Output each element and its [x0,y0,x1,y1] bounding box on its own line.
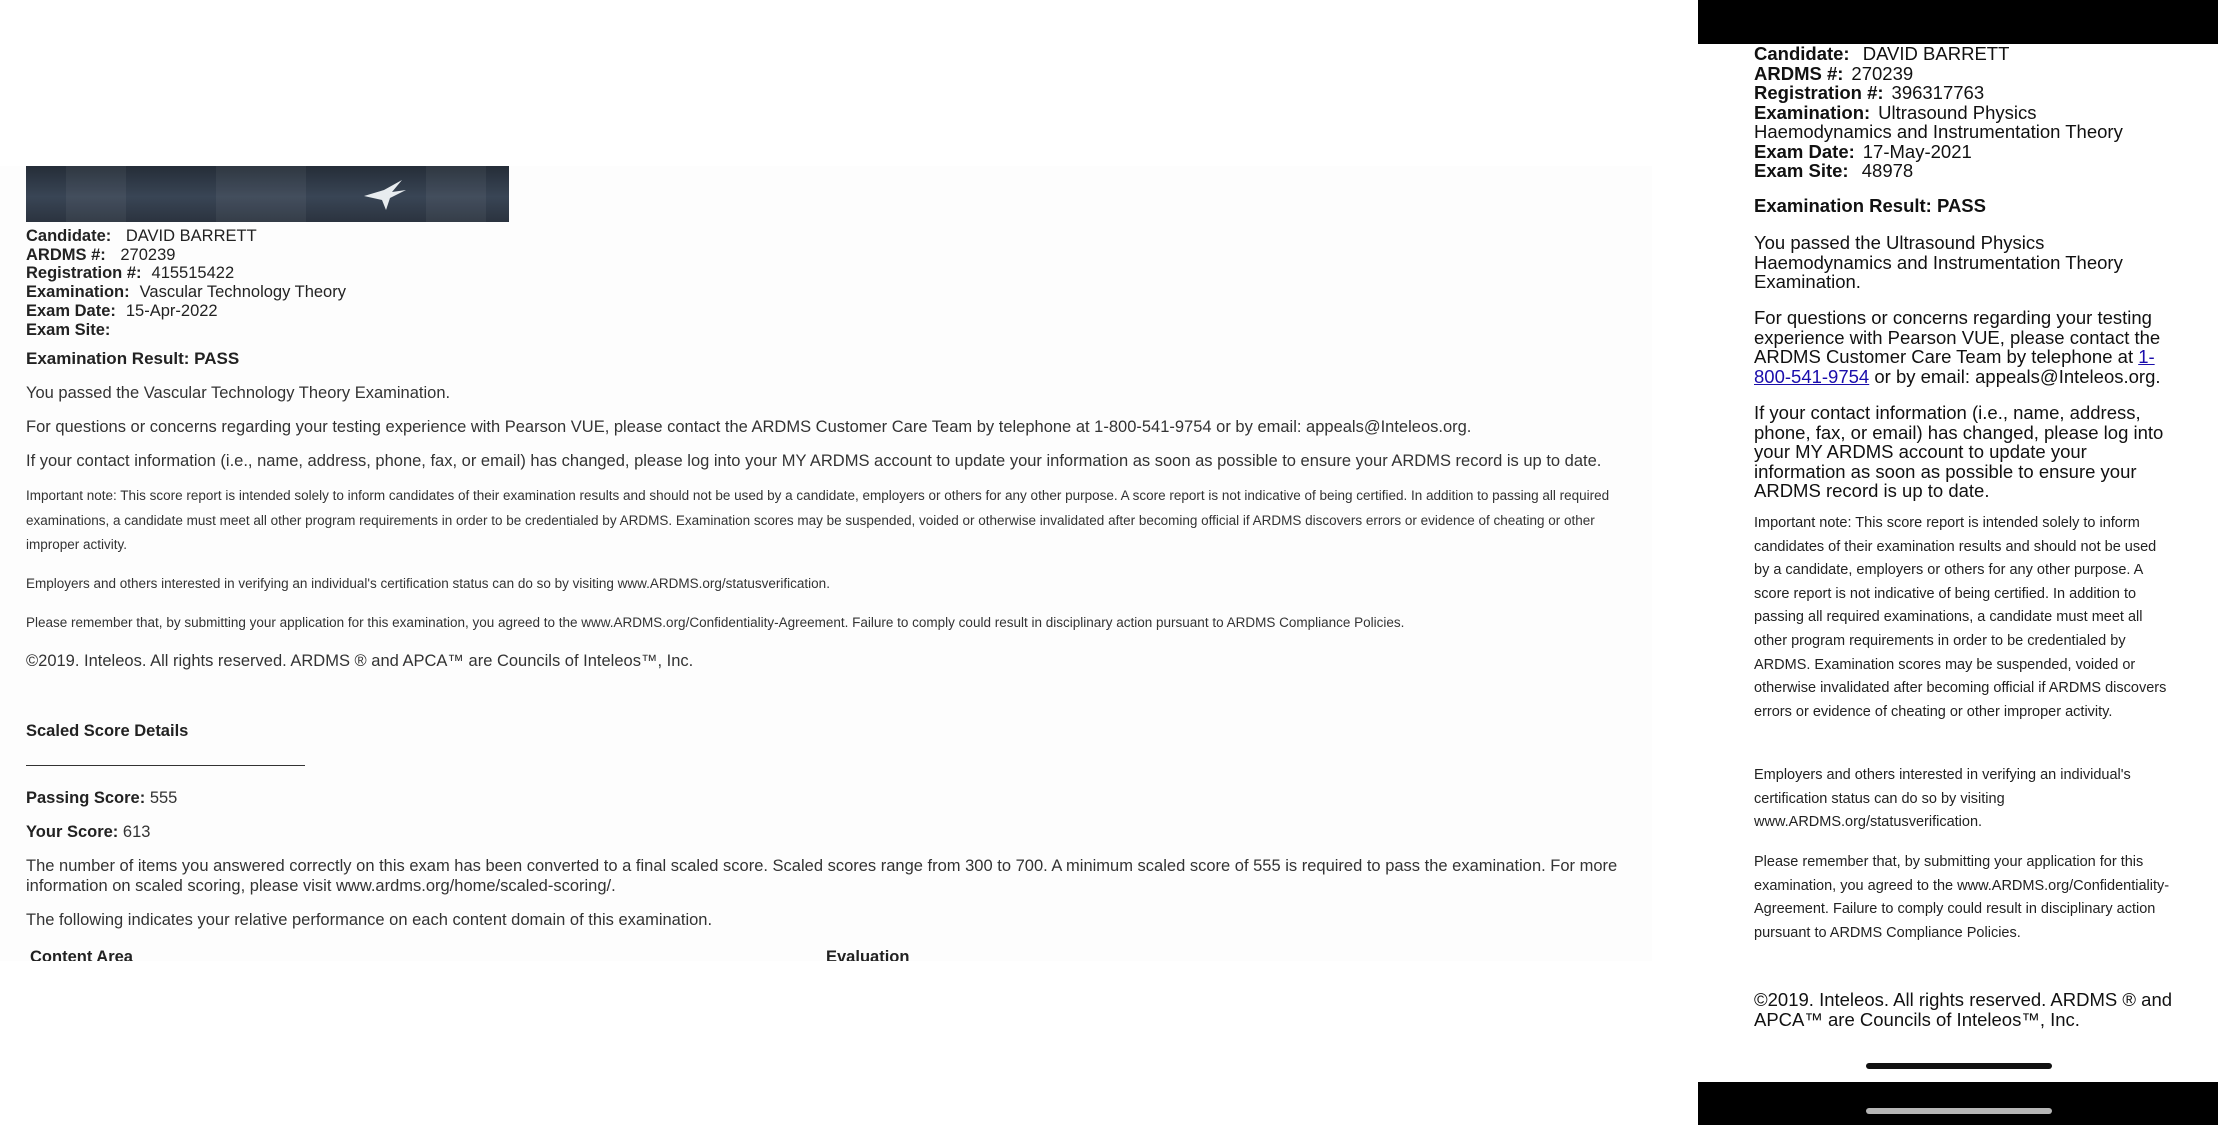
content-area-column: Content Area [30,948,133,961]
examination-name: Vascular Technology Theory [139,283,346,302]
phone-registration-label: Registration #: [1754,82,1884,103]
important-note: Important note: This score report is intended solely to inform candidates of their examination results and should not be used by a candidate, employers or others for any other purpose. A score report is not indicative of being certified. In addition to passing all required examinations, a candidate must meet all other program requirements in order to be credentialed by ARDMS. Examination scores may be suspended, voided or otherwise invalidated after becoming official if ARDMS discovers errors or evidence of cheating or other improper activity. [26,488,1610,553]
relative-performance-text: The following indicates your relative performance on each content domain of this examination. [26,911,713,929]
phone-employers-text: Employers and others interested in verifying an individual's certification status can do so by visiting www.ARDMS.org/statusverification. [1754,767,2131,831]
phone-exam-site-label: Exam Site: [1754,160,1849,181]
phone-exam-date-label: Exam Date: [1754,140,1855,162]
brand-logo-icon [362,176,412,212]
phone-registration-number: 396317763 [1891,82,1985,103]
phone-exam-site: 48978 [1861,160,1914,181]
your-score: 613 [122,823,151,841]
passing-score-label: Passing Score: [26,789,146,807]
heading-underline [26,765,305,766]
candidate-label: Candidate: [26,227,112,245]
content-table-header [0,948,1000,961]
phone-questions-text [1754,308,2174,386]
scaled-score-heading: Scaled Score Details [26,722,189,740]
phone-questions-pre: For questions or concerns regarding your testing experience with Pearson VUE, please contact the ARDMS Customer Care Team by telephone at [1754,307,2161,367]
exam-date-label: Exam Date: [26,301,116,320]
phone-passed-text: You passed the Ultrasound Physics Haemodynamics and Instrumentation Theory Examination. [1754,232,2123,292]
phone-ardms-number: 270239 [1851,62,1914,84]
phone-candidate-name: DAVID BARRETT [1862,43,2010,64]
phone-important-note: Important note: This score report is intended solely to inform candidates of their examination results and should not be used by a candidate, employers or others for any other purpose. A score report is not indicative of being certified. In addition to passing all required examinations, a candidate must meet all other program requirements in order to be credentialed by ARDMS. Examination scores may be suspended, voided or otherwise invalidated after becoming official if ARDMS discovers errors or evidence of cheating or other improper activity. [1754,515,2167,720]
phone-bottom-bar [1698,1082,2218,1125]
candidate-info [26,227,926,339]
phone-ardms-label: ARDMS #: [1754,62,1844,84]
your-score-row [26,822,1626,842]
home-indicator[interactable] [1866,1063,2052,1069]
desktop-score-report [0,166,1652,961]
passed-text: You passed the Vascular Technology Theory Examination. [26,384,451,402]
phone-examination-line1: Ultrasound Physics [1878,101,2037,123]
phone-number-link[interactable]: 1-800-541-9754 [1754,346,2155,387]
phone-status-bar [1698,0,2218,44]
examination-label: Examination: [26,283,130,302]
exam-result: Examination Result: PASS [26,349,240,368]
phone-copyright: ©2019. Inteleos. All rights reserved. ARDMS ® and APCA™ are Councils of Inteleos™, Inc. [1754,989,2173,1030]
phone-candidate-info [1754,44,2214,181]
ardms-number: 270239 [120,245,176,264]
registration-number: 415515422 [151,264,235,283]
employers-text: Employers and others interested in verifying an individual's certification status can do so by visiting www.ARDMS.org/statusverification. [26,576,830,591]
phone-examination-label: Examination: [1754,101,1871,123]
contact-text: If your contact information (i.e., name, address, phone, fax, or email) has changed, please log into your MY ARDMS account to update your information as soon as possible to ensure your ARDMS record is up to date. [26,452,1602,470]
phone-score-report [1698,0,2218,1125]
passing-score: 555 [149,789,178,807]
scaled-score-text: The number of items you answered correctly on this exam has been converted to a final scaled score. Scaled scores range from 300 to 700. A minimum scaled score of 555 is required to pass the examination. For more information on scaled scoring, please visit www.ardms.org/home/scaled-scoring/. [26,857,1618,895]
phone-exam-result: Examination Result: PASS [1754,195,1986,216]
questions-text: For questions or concerns regarding your testing experience with Pearson VUE, please contact the ARDMS Customer Care Team by telephone at 1-800-541-9754 or by email: appeals@Inteleos.org. [26,418,1472,436]
ardms-label: ARDMS #: [26,245,106,264]
registration-label: Registration #: [26,264,142,283]
candidate-photo-crop [26,166,509,222]
phone-exam-date: 17-May-2021 [1862,140,1972,162]
home-indicator-secondary[interactable] [1866,1108,2052,1114]
evaluation-column: Evaluation [826,948,910,961]
copyright: ©2019. Inteleos. All rights reserved. ARDMS ® and APCA™ are Councils of Inteleos™, Inc. [26,652,694,670]
exam-date: 15-Apr-2022 [125,301,218,320]
phone-candidate-label: Candidate: [1754,43,1850,64]
exam-site-label: Exam Site: [26,320,111,339]
passing-score-row [26,788,1626,808]
candidate-name: DAVID BARRETT [125,227,257,245]
phone-remember-text: Please remember that, by submitting your application for this examination, you agreed to the www.ARDMS.org/Confidentiality-Agreement. Failure to comply could result in disciplinary action pursuant to ARDMS Compliance Policies. [1754,854,2170,941]
your-score-label: Your Score: [26,823,119,841]
phone-examination-line2: Haemodynamics and Instrumentation Theory [1754,121,2123,142]
phone-contact-text: If your contact information (i.e., name, address, phone, fax, or email) has changed, please log into your MY ARDMS account to update your information as soon as possible to ensure your ARDMS record is up to date. [1754,402,2164,501]
phone-questions-post: or by email: appeals@Inteleos.org. [1869,365,2161,387]
remember-text: Please remember that, by submitting your application for this examination, you agreed to the www.ARDMS.org/Confidentiality-Agreement. Failure to comply could result in disciplinary action pursuant to ARDMS Compliance Policies. [26,615,1405,630]
